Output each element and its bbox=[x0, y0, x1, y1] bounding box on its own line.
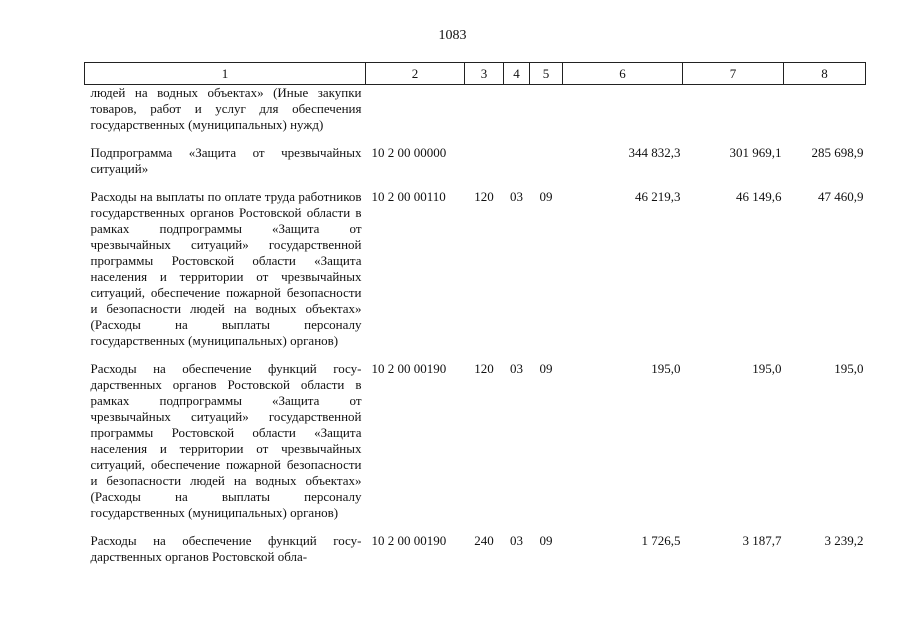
row-target-code: 10 2 00 00000 bbox=[371, 145, 447, 160]
row-amount-col7: 195,0 bbox=[752, 361, 782, 376]
table-row bbox=[85, 361, 866, 521]
row-name: Расходы на обеспечение функций государственных органов Ростовской обла- bbox=[90, 533, 362, 564]
row-amount-col8 bbox=[784, 85, 866, 134]
row-subsection: 09 bbox=[539, 189, 553, 204]
row-gap bbox=[85, 349, 866, 361]
header-col-7: 7 bbox=[683, 63, 784, 85]
row-name: Подпрограмма «Защита от чрезвычайных ситуаций» bbox=[90, 145, 362, 176]
row-section: 03 bbox=[510, 189, 523, 204]
row-amount-col8: 195,0 bbox=[834, 361, 864, 376]
header-col-6: 6 bbox=[563, 63, 683, 85]
row-amount-col7: 301 969,1 bbox=[729, 145, 782, 160]
row-subsection: 09 bbox=[539, 361, 553, 376]
header-row bbox=[85, 63, 866, 85]
row-amount-col6: 195,0 bbox=[651, 361, 681, 376]
row-gap bbox=[85, 521, 866, 533]
row-amount-col8: 3 239,2 bbox=[824, 533, 864, 548]
row-expense-type: 120 bbox=[474, 189, 494, 204]
row-expense-type: 240 bbox=[474, 533, 494, 548]
table-row bbox=[85, 85, 866, 134]
header-col-8: 8 bbox=[784, 63, 866, 85]
row-target-code: 10 2 00 00190 bbox=[371, 533, 447, 548]
row-section: 03 bbox=[510, 361, 523, 376]
row-name: Расходы на обеспечение функций государственных органов Ростовской области в рамках подпрограммы «Защита от чрезвычайных ситуаций» государственной программы Ростовской области «Защита населения и территории от чрезвычайных ситуаций, обеспечение пожарной безопасности и безопасности людей на водных объектах» (Расходы на выплаты персоналу государственных (муниципальных) органов) bbox=[90, 361, 362, 520]
row-amount-col8: 47 460,9 bbox=[818, 189, 864, 204]
header-col-4: 4 bbox=[504, 63, 530, 85]
row-gap bbox=[85, 177, 866, 189]
row-amount-col8: 285 698,9 bbox=[811, 145, 864, 160]
table-header bbox=[85, 63, 866, 85]
header-col-5: 5 bbox=[530, 63, 563, 85]
row-name: Расходы на выплаты по оплате труда работников государственных органов Ростовской области в рамках подпрограммы «Защита от чрезвычайных ситуаций» государственной программы Ростовской области «Защита населения и территории от чрезвычайных ситуаций, обеспечение пожарной безопасности и безопасности людей на водных объектах» (Расходы на выплаты персоналу государственных (муниципальных) органов) bbox=[90, 189, 362, 348]
table-row bbox=[85, 533, 866, 565]
row-gap bbox=[85, 133, 866, 145]
row-section bbox=[504, 85, 530, 134]
row-subsection: 09 bbox=[539, 533, 553, 548]
header-col-1: 1 bbox=[85, 63, 366, 85]
row-subsection bbox=[530, 85, 563, 134]
row-subsection bbox=[530, 145, 563, 177]
row-name: людей на водных объектах» (Иные закупки товаров, работ и услуг для обеспечения государственных (муниципальных) нужд) bbox=[90, 85, 362, 132]
row-expense-type bbox=[465, 85, 504, 134]
row-section: 03 bbox=[510, 533, 523, 548]
table-body bbox=[85, 85, 866, 566]
row-amount-col6 bbox=[563, 85, 683, 134]
row-expense-type: 120 bbox=[474, 361, 494, 376]
row-amount-col7 bbox=[683, 85, 784, 134]
row-amount-col7: 3 187,7 bbox=[742, 533, 782, 548]
page-number: 1083 bbox=[438, 28, 467, 43]
table-row bbox=[85, 189, 866, 349]
row-target-code: 10 2 00 00110 bbox=[371, 189, 446, 204]
row-amount-col7: 46 149,6 bbox=[736, 189, 782, 204]
row-amount-col6: 344 832,3 bbox=[628, 145, 681, 160]
header-col-2: 2 bbox=[366, 63, 465, 85]
header-col-3: 3 bbox=[465, 63, 504, 85]
row-amount-col6: 1 726,5 bbox=[641, 533, 681, 548]
row-section bbox=[504, 145, 530, 177]
row-target-code: 10 2 00 00190 bbox=[371, 361, 447, 376]
table-row bbox=[85, 145, 866, 177]
row-amount-col6: 46 219,3 bbox=[635, 189, 681, 204]
row-target-code bbox=[366, 85, 465, 134]
budget-table bbox=[84, 62, 866, 565]
row-expense-type bbox=[465, 145, 504, 177]
